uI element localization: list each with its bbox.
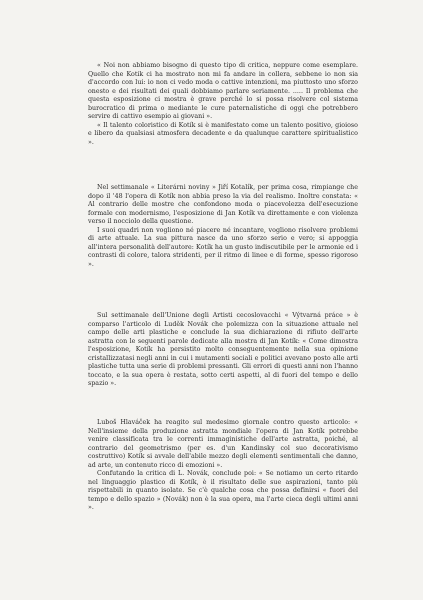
section-hlavacek-reply <box>88 419 358 513</box>
paragraph: I suoi quadri non vogliono né piacere né incantare, vogliono risolvere problemi di arte attuale. La sua pittura nasce da uno sforzo serio e vero; si appoggia all'intera personalità dell'autore: Kotík ha un gusto indiscutibile per le armonie ed i contrasti di colore, talora stridenti, per il ritmo di linee e di forme, spesso rigoroso ». <box>88 226 358 268</box>
paragraph: Nel settimanale « Literárni noviny » Jiří Kotalík, per prima cosa, rimpiange che dopo il '48 l'opera di Kotík non abbia preso la via del realismo. Inoltre constata: « Al contrario delle mostre che confondono moda o piacevolezza dell'esecuzione formale con modernismo, l'esposizione di Jan Kotík va direttamente e con violenza verso il nocciolo della questione. <box>88 184 358 226</box>
section-vytvarna-prace <box>88 312 358 389</box>
quote-block-criticism <box>88 62 358 147</box>
paragraph: Luboš Hlaváček ha reagito sul medesimo giornale contro questo articolo: « Nell'insieme della produzione astratta mondiale l'opera di Jan Kotík potrebbe venire classificata tra le correnti immaginistiche dell'arte astratta, poiché, al contrario del geometrismo (per es. d'un Kandinsky col suo decorativismo costruttivo) Kotík si avvale dell'abile mezzo degli elementi sentimentali che danno, ad arte, un contenuto ricco di emozioni ». <box>88 419 358 469</box>
paragraph: Sul settimanale dell'Unione degli Artisti cecoslovacchi « Výtvarná práce » è comparso l'articolo di Luděk Novák che polemizza con la situazione attuale nel campo delle arti plastiche e conclude la sua dichiarazione di rifiuto dell'arte astratta con le seguenti parole dedicate alla mostra di Jan Kotík: « Come dimostra l'esposizione, Kotík ha persistito molto conseguentemente nella sua opinione cristallizzatasi negli anni in cui i mutamenti sociali e politici avevano posto alle arti plastiche tutta una serie di problemi pressanti. Gli errori di questi anni non l'hanno toccato, e la sua opera è restata, sotto certi aspetti, al di fuori del tempo e dello spazio ». <box>88 312 358 388</box>
paragraph: « Noi non abbiamo bisogno di questo tipo di critica, neppure come esemplare. Quello che Kotik ci ha mostrato non mi fa andare in collera, sebbene io non sia d'accordo con lui: io non ci vedo moda o cattive intenzioni, ma piuttosto uno sforzo onesto e dei risultati dei quali dobbiamo parlare seriamente. ..... Il problema che questa esposizione ci mostra è grave perché lo si possa risolvere col sistema burocratico di prima o mediante le cure paternalistiche di oggi che potrebbero servire di cattivo esempio ai giovani ». <box>88 62 358 121</box>
section-literarni-noviny <box>88 184 358 269</box>
paragraph: Confutando la critica di L. Novák, conclude poi: « Se notiamo un certo ritardo nel linguaggio plastico di Kotík, è il risultato delle sue aspirazioni, tanto più rispettabili in quanto isolate. Se c'è qualche cosa che possa definirsi « fuori del tempo e dello spazio » (Novák) non è la sua opera, ma l'arte cieca degli ultimi anni ». <box>88 470 358 512</box>
paragraph: « Il talento coloristico di Kotík si è manifestato come un talento positivo, gioioso e libero da qualsiasi atmosfera decadente e da qualunque carattere spiritualistico ». <box>88 121 358 146</box>
